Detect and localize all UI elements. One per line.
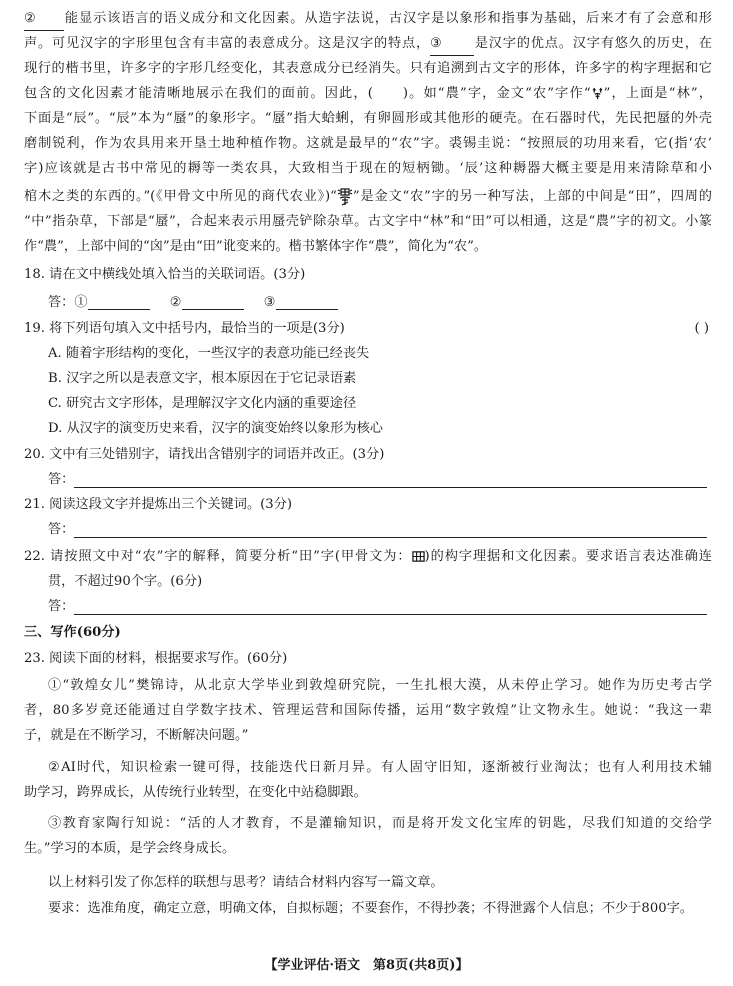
page-footer: 【学业评估·语文 第8页(共8页)】 [264, 958, 469, 973]
q21-answer-label: 答： [48, 522, 75, 537]
q21-answer-line[interactable] [74, 537, 707, 538]
passage-line-4: 包含的文化因素才能清晰地展示在我们的面前。因此，( )。如“農”字，金文“农”字作“ ”，上面是“林”， [24, 86, 712, 101]
q19-answer-paren[interactable]: ( ) [694, 321, 709, 336]
q22-answer-line[interactable] [74, 614, 707, 615]
q18-answer-3[interactable] [276, 295, 338, 310]
material-1-line-1: ①“敦煌女儿”樊锦诗，从北京大学毕业到敦煌研究院，一生扎根大漠，从未停止学习。她作为历史考古学 [48, 678, 712, 693]
question-21: 21. 阅读这段文字并提炼出三个关键词。(3分) [24, 497, 293, 512]
passage-line-3: 现行的楷书里，许多字的字形几经变化，其表意成分已经消失。只有追溯到古文字的形体，许多字的构字理据和它 [24, 61, 712, 76]
passage-line-1: ② 能显示该语言的语义成分和文化因素。从造字法说，古汉字是以象形和指事为基础，后来才有了会意和形 [24, 8, 712, 31]
passage-line-2: 声。可见汉字的字形里包含有丰富的表意成分。这是汉字的特点，③ 是汉字的优点。汉字有悠久的历史，在 [24, 33, 712, 56]
bronze-nong-variant-glyph-icon [337, 188, 353, 206]
q18-answer-2[interactable] [182, 295, 244, 310]
passage-line-7: 字)应该就是古书中常见的耨等一类农具，大致相当于现在的短柄锄。‘辰’这种耨器大概主要是用来清除草和小 [24, 161, 712, 176]
passage-line-8: 棺木之类的东西的。”(《甲骨文中所见的商代农业》)“ ”是金文“农”字的另一种写法，上部的中间是“田”，四周的 [24, 189, 712, 204]
passage-line-6: 磨制锐利，作为农具用来开垦土地种植作物。这就是最早的“农”字。裘锡圭说：“按照辰的功用来看，它(指‘农’ [24, 136, 712, 151]
material-3-line-2: 生。”学习的本质，是学会终身成长。 [24, 841, 236, 856]
material-1-line-3: 子，就是在不断学习，不断解决问题。” [24, 728, 249, 743]
bronze-nong-glyph-icon [591, 87, 604, 100]
q20-answer-label: 答： [48, 472, 75, 487]
question-19: 19. 将下列语句填入文中括号内，最恰当的一项是(3分) [24, 321, 345, 336]
question-22-line-2: 贯，不超过90个字。(6分) [48, 574, 203, 589]
q20-answer-line[interactable] [74, 487, 707, 488]
oracle-tian-glyph-icon [412, 550, 425, 563]
material-3-line-1: ③教育家陶行知说：“活的人才教育，不是灌输知识，而是将开发文化宝库的钥匙，尽我们知道的交给学 [48, 816, 712, 831]
q19-option-b: B. 汉字之所以是表意文字，根本原因在于它记录语素 [48, 371, 357, 386]
blank-3: ③ [430, 33, 474, 56]
material-2-line-1: ②AI时代，知识检索一键可得，技能迭代日新月异。有人固守旧知，逐渐被行业淘汰；也有人利用技术辅 [48, 760, 712, 775]
section-writing-title: 三、写作(60分) [24, 625, 121, 640]
passage-line-9: “中”指杂草，下部是“蜃”，合起来表示用蜃壳铲除杂草。古文字中“林”和“田”可以相通，这是“農”字的初文。小篆 [24, 214, 712, 229]
question-18: 18. 请在文中横线处填入恰当的关联词语。(3分) [24, 267, 306, 282]
question-20: 20. 文中有三处错别字，请找出含错别字的词语并改正。(3分) [24, 447, 385, 462]
passage-line-10: 作“農”，上部中间的“囟”是由“田”讹变来的。楷书繁体字作“農”，简化为“农”。 [24, 239, 488, 254]
material-2-line-2: 助学习，跨界成长，从传统行业转型，在变化中站稳脚跟。 [24, 785, 367, 800]
question-22: 22. 请按照文中对“农”字的解释，简要分析“田”字(甲骨文为： )的构字理据和文化因素。要求语言表达准确连 [24, 549, 712, 564]
question-23: 23. 阅读下面的材料，根据要求写作。(60分) [24, 651, 288, 666]
q18-answer-1[interactable] [88, 295, 150, 310]
q19-option-d: D. 从汉字的演变历史来看，汉字的演变始终以象形为核心 [48, 421, 383, 436]
writing-requirements: 要求：选准角度，确定立意，明确文体，自拟标题；不要套作，不得抄袭；不得泄露个人信息；不少于800字。 [48, 901, 693, 916]
writing-prompt: 以上材料引发了你怎样的联想与思考？请结合材料内容写一篇文章。 [48, 875, 444, 890]
q22-answer-label: 答： [48, 599, 75, 614]
q19-option-a: A. 随着字形结构的变化，一些汉字的表意功能已经丧失 [48, 346, 370, 361]
passage-line-5: 下面是“辰”。“辰”本为“蜃”的象形字。“蜃”指大蛤蜊，有卵圆形或其他形的硬壳。在石器时代，先民把蜃的外壳 [24, 111, 712, 126]
q18-answer-row: 答：① ② ③ [48, 292, 712, 314]
blank-2: ② [24, 8, 64, 31]
material-1-line-2: 者，80多岁竟还能通过自学数字技术、管理运营和国际传播，运用“数字敦煌”让文物永生。她说：“我这一辈 [24, 703, 712, 718]
q19-option-c: C. 研究古文字形体，是理解汉字文化内涵的重要途径 [48, 396, 357, 411]
